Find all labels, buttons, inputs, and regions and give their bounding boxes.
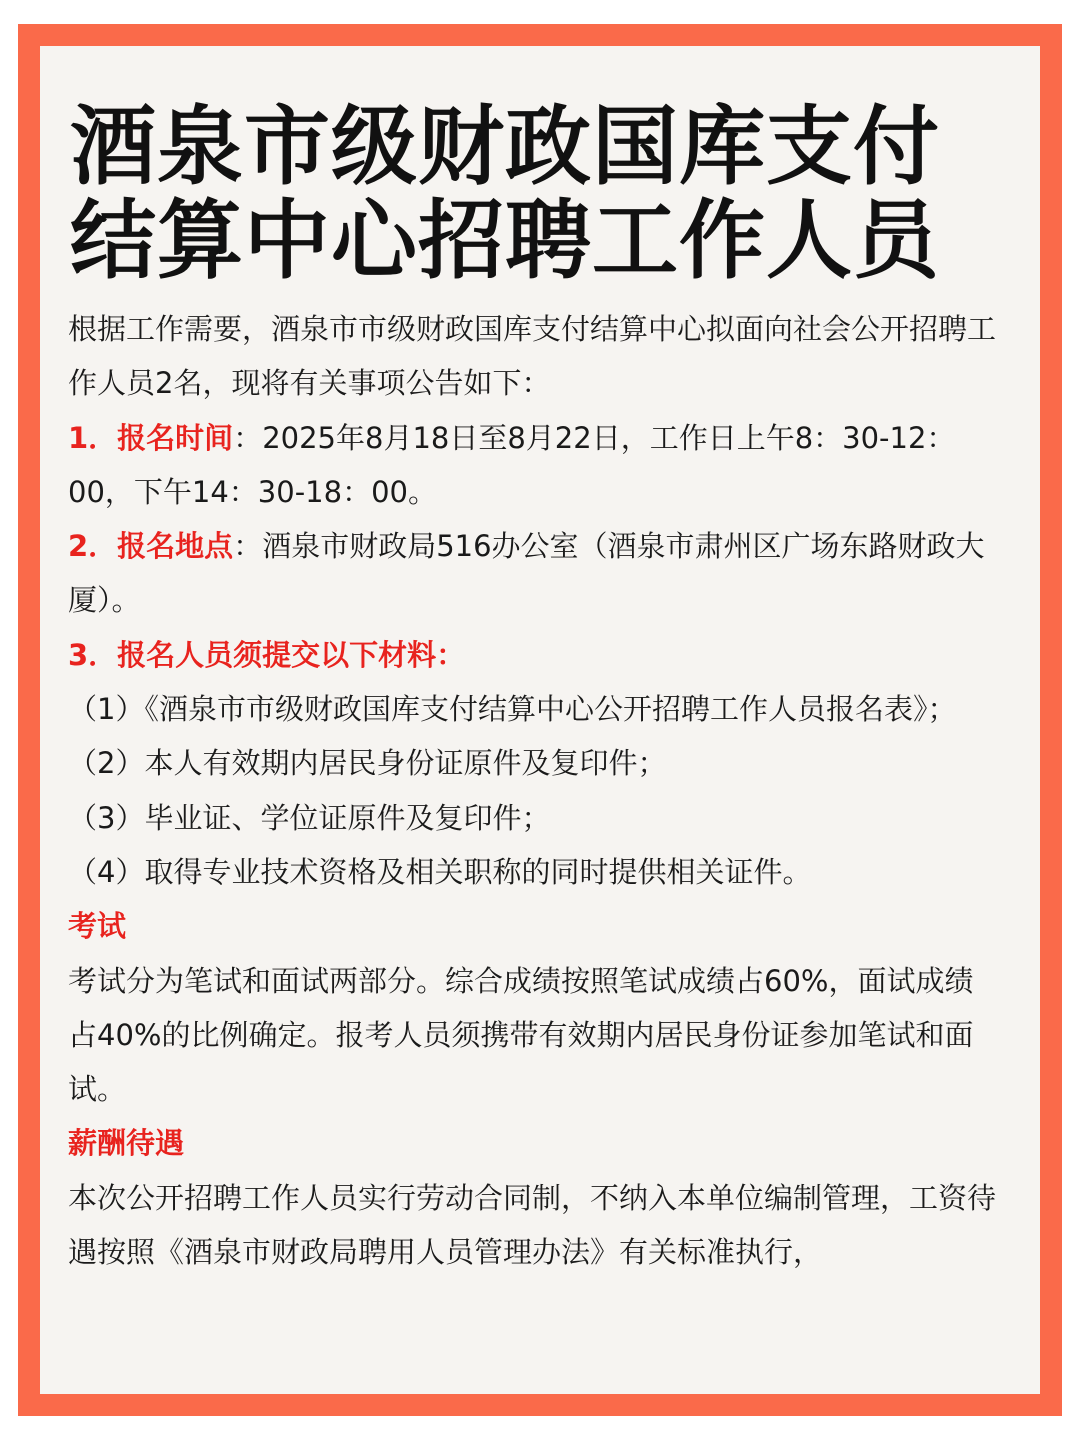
salary-heading: 薪酬待遇 <box>68 1126 185 1161</box>
exam-text: 考试分为笔试和面试两部分。综合成绩按照笔试成绩占60%，面试成绩占40%的比例确定。报考人员须携带有效期内居民身份证参加笔试和面试。 <box>68 963 974 1107</box>
exam-heading: 考试 <box>68 909 127 944</box>
page-title <box>70 97 1020 291</box>
registration-place-text: ：酒泉市财政局516办公室（酒泉市肃州区广场东路财政大厦）。 <box>68 529 985 618</box>
announcement-body <box>68 302 998 1279</box>
registration-time <box>68 411 998 520</box>
title-line-1: 酒泉市级财政国库支付 <box>70 97 940 197</box>
registration-place-heading: 2．报名地点 <box>68 529 234 564</box>
registration-time-heading: 1．报名时间 <box>68 420 234 455</box>
materials-item-4: （4）取得专业技术资格及相关职称的同时提供相关证件。 <box>68 854 812 889</box>
registration-time-text: ：2025年8月18日至8月22日，工作日上午8：30-12：00，下午14：30-18：00。 <box>68 420 956 509</box>
title-line-2: 结算中心招聘工作人员 <box>70 191 940 291</box>
salary-text: 本次公开招聘工作人员实行劳动合同制，不纳入本单位编制管理，工资待遇按照《酒泉市财政局聘用人员管理办法》有关标准执行， <box>68 1180 997 1270</box>
materials-item-3: （3）毕业证、学位证原件及复印件； <box>68 800 551 835</box>
intro-paragraph: 根据工作需要，酒泉市市级财政国库支付结算中心拟面向社会公开招聘工作人员2名，现将有关事项公告如下： <box>68 312 997 401</box>
registration-place <box>68 519 998 628</box>
materials-item-1: （1）《酒泉市市级财政国库支付结算中心公开招聘工作人员报名表》； <box>68 692 957 727</box>
materials-heading: 3．报名人员须提交以下材料： <box>68 637 466 672</box>
materials-item-2: （2）本人有效期内居民身份证原件及复印件； <box>68 746 667 781</box>
